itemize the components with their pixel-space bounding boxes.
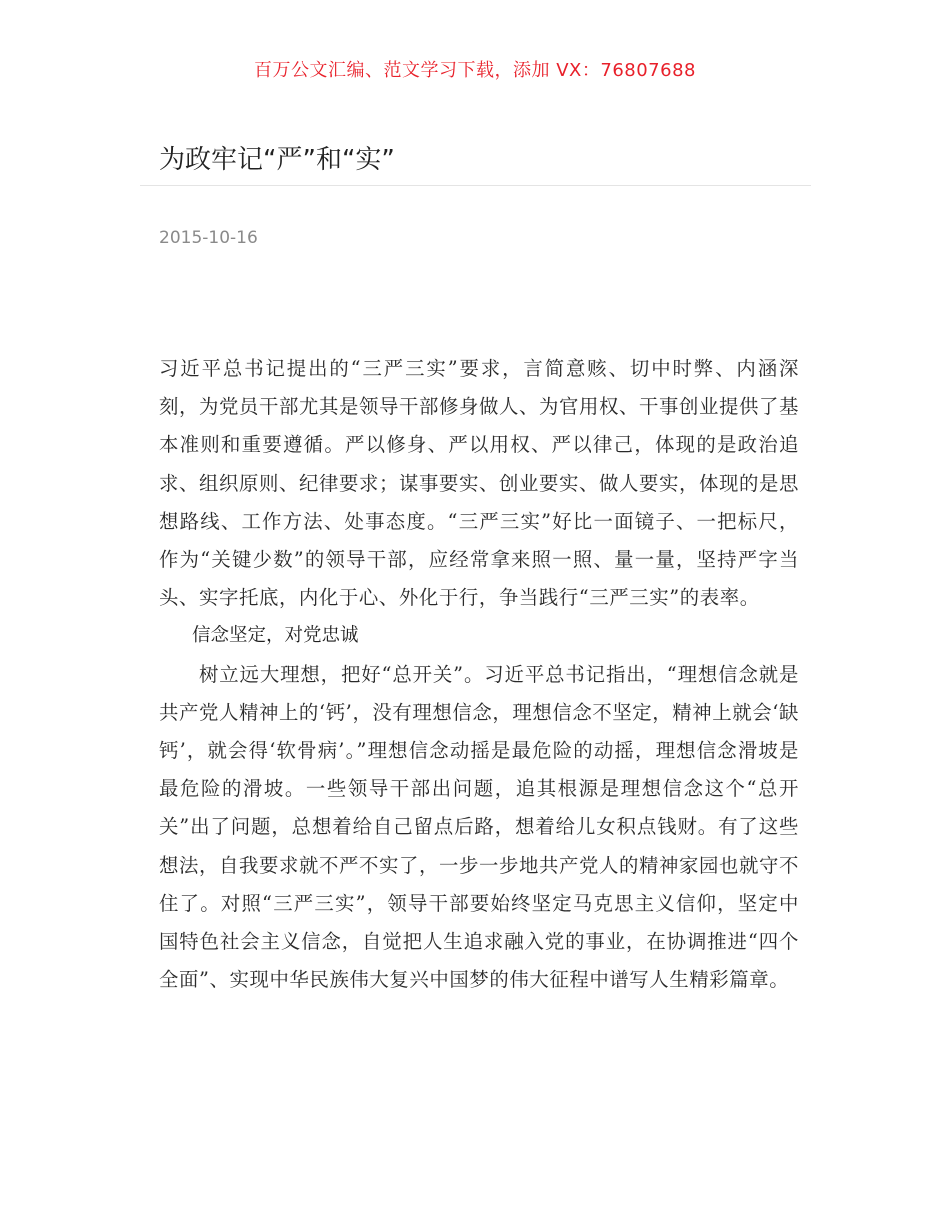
- article-body: [159, 350, 799, 999]
- article-title: 为政牢记“严”和“实”: [159, 145, 395, 175]
- publish-date: 2015-10-16: [159, 228, 258, 248]
- paragraph-intro: 习近平总书记提出的“三严三实”要求，言简意赅、切中时弊、内涵深刻，为党员干部尤其是领导干部修身做人、为官用权、干事创业提供了基本准则和重要遵循。严以修身、严以用权、严以律己，体现的是政治追求、组织原则、纪律要求；谋事要实、创业要实、做人要实，体现的是思想路线、工作方法、处事态度。“三严三实”好比一面镜子、一把标尺，作为“关键少数”的领导干部，应经常拿来照一照、量一量，坚持严字当头、实字托底，内化于心、外化于行，争当践行“三严三实”的表率。: [159, 357, 799, 610]
- paragraph-section-1: 树立远大理想，把好“总开关”。习近平总书记指出，“理想信念就是共产党人精神上的‘钙’，没有理想信念，理想信念不坚定，精神上就会‘缺钙’，就会得‘软骨病’。”理想信念动摇是最危险的动摇，理想信念滑坡是最危险的滑坡。一些领导干部出问题，追其根源是理想信念这个“总开关”出了问题，总想着给自己留点后路，想着给儿女积点钱财。有了这些想法，自我要求就不严不实了，一步一步地共产党人的精神家园也就守不住了。对照“三严三实”，领导干部要始终坚定马克思主义信仰，坚定中国特色社会主义信念，自觉把人生追求融入党的事业，在协调推进“四个全面”、实现中华民族伟大复兴中国梦的伟大征程中谱写人生精彩篇章。: [159, 662, 799, 992]
- title-divider: [140, 185, 811, 186]
- promo-banner: 百万公文汇编、范文学习下载，添加 VX：76807688: [254, 60, 696, 81]
- section-heading: 信念坚定，对党忠诚: [192, 625, 359, 647]
